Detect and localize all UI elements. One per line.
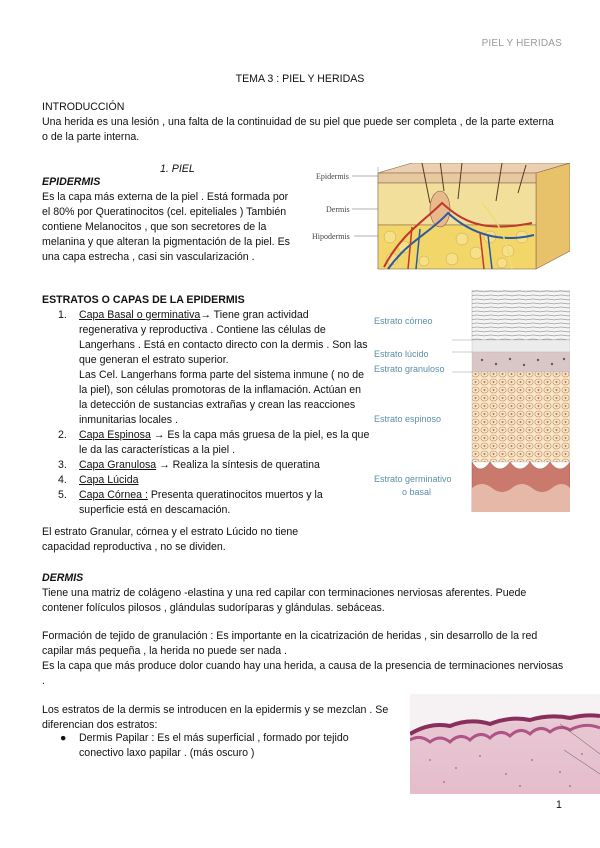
page-title: TEMA 3 : PIEL Y HERIDAS (235, 73, 365, 85)
list-text: → Realiza la síntesis de queratina (156, 459, 320, 471)
epidermis-heading: EPIDERMIS (42, 176, 101, 188)
formacion-paragraph: Formación de tejido de granulación : Es importante en la cicatrización de heridas , sin desarrollo de la red capilar más pequeña , la herida no puede ser nada . (42, 630, 538, 657)
list-term: Capa Granulosa (79, 459, 157, 471)
list-term: Capa Espinosa (79, 429, 151, 441)
piel-heading: 1. PIEL (160, 163, 195, 175)
label-hipodermis: Hipodermis (312, 232, 350, 241)
dermis-list (58, 731, 378, 761)
list-item (58, 428, 370, 458)
skin-block (378, 163, 570, 269)
label-dermis: Dermis (326, 205, 350, 214)
estratos-dermis-paragraph: Los estratos de la dermis se introducen en la epidermis y se mezclan . Se diferencian dos estratos: (42, 704, 389, 731)
list-item (58, 488, 370, 518)
dermis-heading: DERMIS (42, 572, 84, 584)
layer-epidermis (378, 173, 536, 183)
list-number: 5. (58, 489, 67, 501)
page-number: 1 (556, 799, 562, 811)
running-header: PIEL Y HERIDAS (481, 38, 562, 49)
stratum-corneum-band (472, 290, 570, 340)
list-term: Capa Córnea : (79, 489, 148, 501)
label-epidermis: Epidermis (316, 172, 349, 181)
histology-figure (410, 694, 600, 794)
skin-labels (312, 167, 378, 269)
list-item (58, 473, 370, 488)
list-number: 2. (58, 429, 67, 441)
label-estrato-granuloso: Estrato granuloso (374, 364, 445, 374)
list-text: Presenta queratinocitos muertos y la superficie está en descamación. (79, 489, 323, 516)
label-estrato-germinativo: Estrato germinativo (374, 474, 452, 484)
layer-dermis (378, 183, 536, 225)
list-item (58, 731, 378, 761)
intro-heading: INTRODUCCIÓN (42, 101, 125, 113)
list-number: 4. (58, 474, 67, 486)
intro-paragraph: Una herida es una lesión , una falta de la continuidad de su piel que puede ser completa , de la parte externa o de la parte interna. (42, 116, 554, 143)
label-estrato-basal: o basal (402, 487, 432, 497)
capa-dolor-paragraph: Es la capa que más produce dolor cuando hay una herida, a causa de la presencia de terminaciones nerviosas . (42, 660, 564, 687)
list-item (58, 308, 370, 428)
label-estrato-espinoso: Estrato espinoso (374, 414, 442, 424)
skin-cross-section-figure (312, 163, 570, 281)
list-term: Capa Basal o germinativa (79, 309, 201, 321)
list-number: 3. (58, 459, 67, 471)
estratos-heading: ESTRATOS O CAPAS DE LA EPIDERMIS (42, 294, 245, 306)
list-text: → Es la capa más gruesa de la piel, es la que le da las características a la piel . (79, 429, 370, 456)
list-term: Capa Lúcida (79, 474, 139, 486)
estratos-list (58, 308, 370, 518)
list-text: Dermis Papilar : Es el más superficial , formado por tejido conectivo laxo papilar . (más oscuro ) (79, 732, 349, 759)
granular-note: El estrato Granular, córnea y el estrato Lúcido no tiene capacidad reproductiva , no se dividen. (42, 526, 299, 553)
list-number: 1. (58, 309, 67, 321)
dermis-paragraph: Tiene una matriz de colágeno -elastina y una red capilar con terminaciones nerviosas aferentes. Puede contener folículos pilosos , glándulas sudoríparas y glándulas. sebáceas. (42, 587, 527, 614)
label-estrato-lucido: Estrato lúcido (374, 349, 429, 359)
bullet-icon: ● (60, 732, 67, 744)
list-extra-text: Las Cel. Langerhans forma parte del sistema inmune ( no de la piel), son células promotoras de la inflamación. Actúan en la detección de sustancias extrañas y crean las reacciones inmunitarias locales . (79, 369, 365, 426)
list-text: → Tiene gran actividad regenerativa y reproductiva . Contiene las células de Langerhans . Está en contacto directo con la dermis . Son las que generan el estrato superior. (79, 309, 368, 366)
epidermis-paragraph: Es la capa más externa de la piel . Está formada por el 80% por Queratinocitos (cel. epiteliales ) También contiene Melanocitos , que son secretores de la melanina y que alteran la pigmentación de la piel. Es una capa estrecha , casi sin vascularización . (42, 191, 290, 263)
epidermis-layers-figure (372, 290, 570, 512)
label-estrato-corneo: Estrato córneo (374, 316, 433, 326)
list-item (58, 458, 370, 473)
